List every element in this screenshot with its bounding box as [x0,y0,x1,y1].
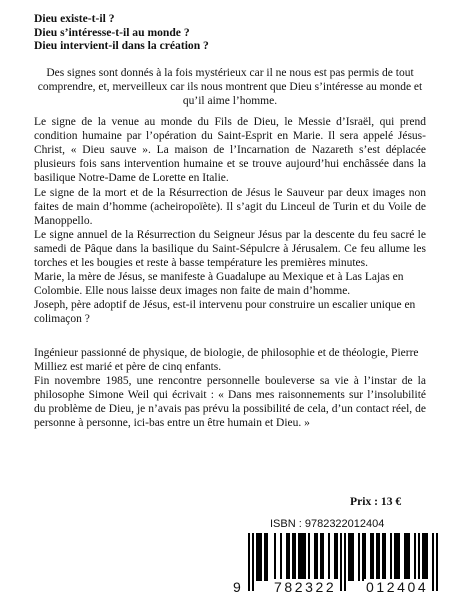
price-label: Prix : 13 € [350,495,402,508]
sign-paragraph: Marie, la mère de Jésus, se manifeste à Guadalupe au Mexique et à Las Lajas en Colombie. Elle nous laisse deux images non faite de main d’homme. [34,271,404,297]
barcode-bar [302,533,304,581]
barcode-bar [424,533,426,581]
barcode-bar [352,533,354,581]
barcode-bar [394,533,396,581]
barcode-bar [260,533,262,581]
barcode-bar [348,533,350,581]
question-line: Dieu intervient-il dans la création ? [34,39,209,53]
barcode-bar [328,533,330,581]
barcode-bar [364,533,366,581]
barcode-bar [320,533,322,581]
barcode-bar [378,533,380,581]
barcode-bar [376,533,378,581]
barcode-bar [336,533,338,581]
sign-paragraph: Le signe de la venue au monde du Fils de Dieu, le Messie d’Israël, qui prend condition humaine par l’opération du Saint-Esprit en Marie. Il sera appelé Jésus-Christ, « Dieu sauve ». La maison de l’Incarnation de Nazareth s’est déplacée plusieurs fois sans intervention humaine et se trouve aujourd’hui enchâssée dans la basilique Notre-Dame de Lorette en Italie. [34,116,426,184]
barcode-bar [362,533,364,581]
barcode-digits [232,579,448,597]
barcode-lead-digit: 9 [233,579,241,595]
barcode-group-2: 012404 [366,579,429,595]
barcode-bar [300,533,302,581]
barcode-bar [292,533,294,581]
barcode-group-1: 782322 [274,579,337,595]
barcode-bar [390,533,392,581]
isbn-label: ISBN : 9782322012404 [270,518,385,530]
sign-paragraph: Joseph, père adoptif de Jésus, est-il intervenu pour construire un escalier unique en colimaçon ? [34,299,416,325]
barcode-bar [382,533,384,581]
barcode-bar [266,533,268,581]
barcode-bar [426,533,428,581]
barcode-bar [408,533,410,581]
barcode-bar [414,533,416,581]
intro-paragraph: Des signes sont donnés à la fois mystérieux car il ne nous est pas permis de tout comprendre, et, merveilleux car ils nous montrent que Dieu s’intéresse au monde et qu’il aime l’homme. [37,67,423,107]
barcode-bar [358,533,360,581]
questions-heading [34,12,434,53]
barcode-bar [370,533,372,581]
barcode-bar [294,533,296,581]
barcode-bar [280,533,282,581]
author-bio: Ingénieur passionné de physique, de biologie, de philosophie et de théologie, Pierre Milliez est marié et père de cinq enfants. [34,347,419,373]
barcode-bar [334,533,336,581]
barcode-bar [396,533,398,581]
barcode-bar [404,533,406,581]
sign-paragraph: Le signe de la mort et de la Résurrection de Jésus le Sauveur par deux images non faites de main d’homme (acheiropoïète). Il s’agit du Linceul de Turin et du Voile de Manoppello. [34,187,426,227]
question-line: Dieu existe-t-il ? [34,12,115,25]
barcode-bar [372,533,374,581]
barcode-bar [304,533,306,581]
barcode-bar [422,533,424,581]
barcode-bar [406,533,408,581]
barcode-bar [288,533,290,581]
barcode-bar [256,533,258,581]
barcode-bar [316,533,318,581]
barcode-bar [398,533,400,581]
barcode-bar [322,533,324,581]
barcode-bar [308,533,310,581]
sign-paragraph: Le signe annuel de la Résurrection du Seigneur Jésus par la descente du feu sacré le samedi de Pâque dans la basilique du Saint-Sépulcre à Jérusalem. Ce feu allume les torches et les bougies et reste à basse température les premières minutes. [34,229,426,269]
barcode-bar [264,533,266,581]
barcode-bar [286,533,288,581]
barcode-bar [418,533,420,581]
barcode-bar [314,533,316,581]
barcode-bar [384,533,386,581]
author-story: Fin novembre 1985, une rencontre personnelle bouleverse sa vie à l’instar de la philosophe Simone Weil qui écrivait : « Dans mes raisonnements sur l’insolubilité du problème de Dieu, je n’avais pas prévu la possibilité de cela, d’un contact réel, de personne à personne, ici-bas entre un être humain et Dieu. » [34,375,426,429]
barcode-bar [274,533,276,581]
barcode [232,533,448,597]
barcode-bar [258,533,260,581]
question-line: Dieu s’intéresse-t-il au monde ? [34,25,190,39]
barcode-bar [350,533,352,581]
barcode-bar [298,533,300,581]
